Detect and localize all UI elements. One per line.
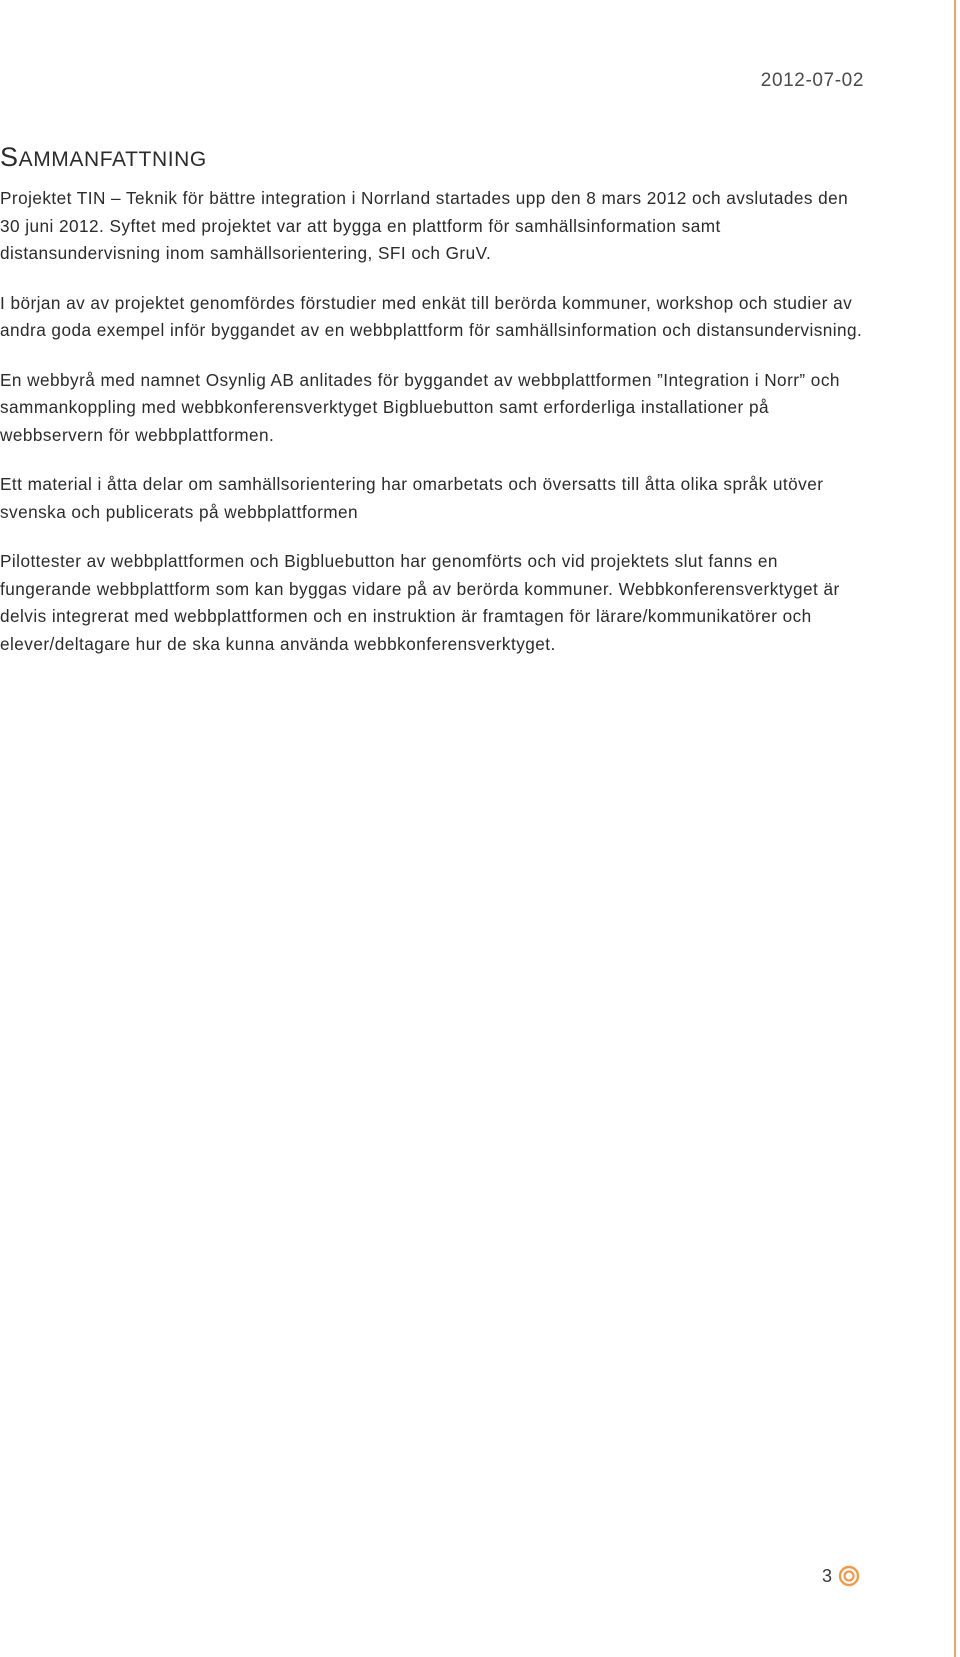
page-number: 3 bbox=[822, 1565, 833, 1586]
page-edge-rule bbox=[954, 0, 956, 1657]
paragraph-1: Projektet TIN – Teknik för bättre integration i Norrland startades upp den 8 mars 2012 och avslutades den 30 juni 2012. Syftet med projektet var att bygga en plattform för samhällsinformation samt distansundervisning inom samhällsorientering, SFI och GruV. bbox=[0, 188, 849, 264]
header-date: 2012-07-02 bbox=[760, 70, 864, 91]
paragraph-2: I början av av projektet genomfördes förstudier med enkät till berörda kommuner, workshop och studier av andra goda exempel inför byggandet av en webbplattform för samhällsinformation och distansundervisning. bbox=[0, 292, 863, 341]
concentric-ring-icon bbox=[838, 1565, 860, 1587]
paragraph-5: Pilottester av webbplattformen och Bigbluebutton har genomförts och vid projektets slut fanns en fungerande webbplattform som kan byggas vidare på av berörda kommuner. Webbkonferensverktyget är delvis integrerat med webbplattformen och en instruktion är framtagen för lärare/kommunikatörer och elever/deltagare hur de ska kunna använda webbkonferensverktyget. bbox=[0, 551, 840, 654]
section-heading: SAMMANFATTNING bbox=[0, 142, 207, 172]
paragraph-3: En webbyrå med namnet Osynlig AB anlitades för byggandet av webbplattformen ”Integration i Norr” och sammankoppling med webbkonferensverktyget Bigbluebutton samt erforderliga installationer på webbservern för webbplattformen. bbox=[0, 369, 840, 445]
paragraph-4: Ett material i åtta delar om samhällsorientering har omarbetats och översatts till åtta olika språk utöver svenska och publicerats på webbplattformen bbox=[0, 474, 824, 522]
page-footer bbox=[822, 1565, 860, 1587]
document-body bbox=[0, 140, 868, 680]
